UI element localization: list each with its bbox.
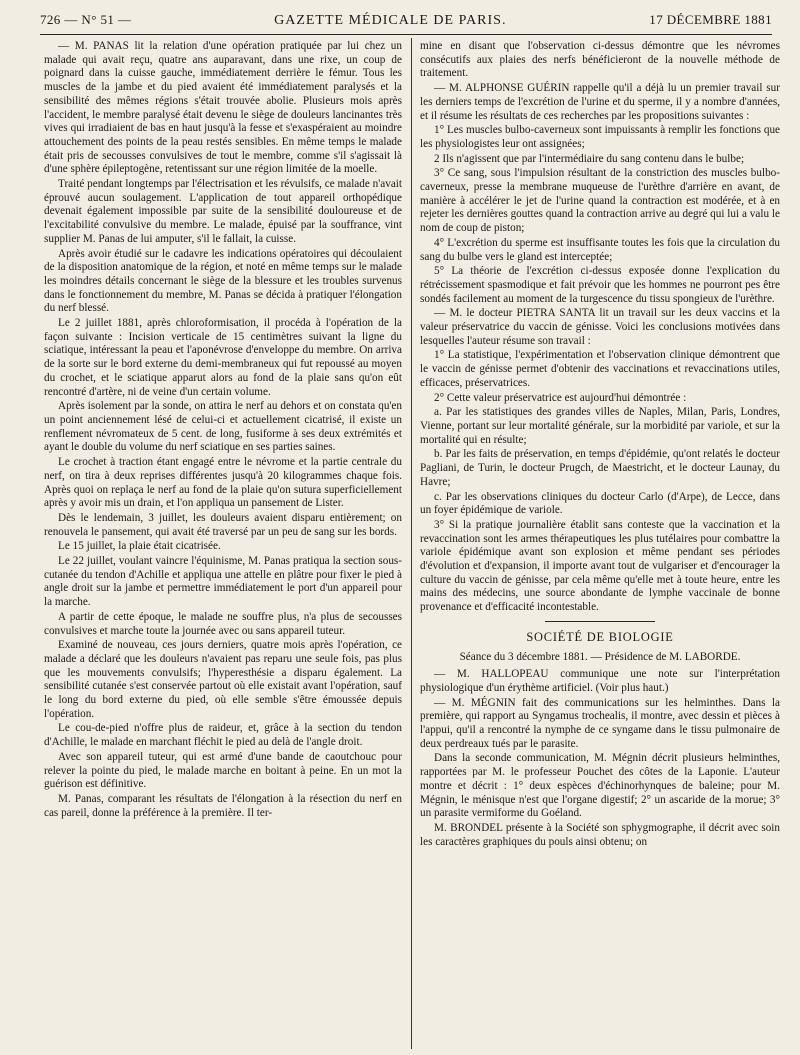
paragraph: Traité pendant longtemps par l'électrisation et les révulsifs, ce malade n'avait éprouvé aucun soulagement. L'application de tout appareil orthopédique devenait également impossible par suite de la sensibilité douloureuse et de l'excitabilité convulsive du membre. Le malade, épuisé par la souffrance, vint supplier M. Panas de lui amputer, s'il le fallait, la cuisse. bbox=[44, 178, 402, 245]
paragraph: Le 22 juillet, voulant vaincre l'équinisme, M. Panas pratiqua la section sous-cutanée du tendon d'Achille et appliqua une attelle en plâtre pour fixer le pied à angle droit sur la jambe et permettre immédiatement le port d'un appareil pour la marche. bbox=[44, 555, 402, 609]
page-number: 726 bbox=[40, 12, 61, 27]
paragraph: Avec son appareil tuteur, qui est armé d'une bande de caoutchouc pour relever la pointe du pied, le malade marche en boitant à peine. En un mot la guérison est définitive. bbox=[44, 750, 402, 791]
paragraph: Après avoir étudié sur le cadavre les indications opératoires qui découlaient de la disposition anatomique de la région, et noté en même temps sur le malade les moindres détails concernant le siège de la blessure et les troubles survenus dans le fonctionnement du membre, M. Panas se décida à pratiquer l'élongation du nerf blessé. bbox=[44, 247, 402, 315]
paragraph: b. Par les faits de préservation, en temps d'épidémie, qu'ont relatés le docteur Pagliani, de Turin, le docteur Prugch, de Maestricht, et le docteur Launay, du Havre; bbox=[420, 448, 780, 488]
paragraph: M. Panas, comparant les résultats de l'élongation à la résection du nerf en cas pareil, donne la préférence à la première. Il ter- bbox=[44, 792, 402, 819]
paragraph: Le 2 juillet 1881, après chloroformisation, il procéda à l'opération de la façon suivante : Incision verticale de 15 centimètres suivant la ligne du sciatique, intéressant la peau et l'aponévrose d'enveloppe du membre. On arriva de la sorte sur le bord externe du demi-membraneux qui fut repoussé au moyen du crochet, et le sciatique apparut alors au fond de la plaie sans qu'on eût rencontré d'artère, ni de veine d'un certain volume. bbox=[44, 317, 402, 398]
paragraph: 2 Ils n'agissent que par l'intermédiaire du sang contenu dans le bulbe; bbox=[434, 152, 745, 165]
paragraph: 4° L'excrétion du sperme est insuffisante toutes les fois que la circulation du sang du bulbe vers le gland est interceptée; bbox=[420, 236, 780, 263]
paragraph: Après isolement par la sonde, on attira le nerf au dehors et on constata qu'en un point anciennement lésé de celui-ci et actuellement cicatrisé, il existe un renflement névromateux de 5 cent. de long, fusiforme à ses deux extrémités et ayant le double du volume du nerf sciatique en ses parties saines. bbox=[44, 400, 402, 454]
column-divider bbox=[411, 38, 412, 1049]
right-column bbox=[420, 40, 780, 850]
header-rule bbox=[40, 34, 772, 35]
paragraph: Le 15 juillet, la plaie était cicatrisée. bbox=[58, 540, 221, 553]
paragraph: — M. HALLOPEAU communique une note sur l'interprétation physiologique d'un érythème artificiel. (Voir plus haut.) bbox=[420, 668, 780, 694]
paragraph: 2° Cette valeur préservatrice est aujourd'hui démontrée : bbox=[434, 391, 687, 404]
page-header bbox=[40, 12, 772, 34]
paragraph: Le cou-de-pied n'offre plus de raideur, et, grâce à la section du tendon d'Achille, le malade en marchant fléchit le pied au delà de l'angle droit. bbox=[44, 722, 402, 749]
paragraph: c. Par les observations cliniques du docteur Carlo (d'Arpe), de Lecce, dans un foyer épidémique de variole. bbox=[420, 490, 780, 517]
issue-date: 17 DÉCEMBRE 1881 bbox=[649, 12, 772, 27]
paragraph: — M. ALPHONSE GUÉRIN rappelle qu'il a déjà lu un premier travail sur les derniers temps de l'excrétion de l'urine et du sperme, il y a nombre d'années, et il résume les résultats de ces recherches par les propositions suivantes : bbox=[420, 82, 780, 122]
left-column bbox=[44, 40, 402, 821]
paragraph: Le crochet à traction étant engagé entre le névrome et la partie centrale du nerf, on tira à deux reprises différentes jusqu'à 20 kilogrammes chaque fois. Après quoi on replaça le nerf au fond de la plaie qu'on sutura superficiellement après y avoir mis un drain, et l'on appliqua un pansement de Lister. bbox=[44, 456, 402, 510]
paragraph: Dès le lendemain, 3 juillet, les douleurs avaient disparu entièrement; on renouvela le pansement, qui avait été traversé par un peu de sang sur les bords. bbox=[44, 511, 402, 538]
paragraph: — M. le docteur PIETRA SANTA lit un travail sur les deux vaccins et la valeur préservatrice du vaccin de génisse. Voici les conclusions motivées dans lesquelles l'auteur résume son travail : bbox=[420, 307, 780, 347]
page-number-issue bbox=[40, 12, 131, 28]
paragraph: 3° Si la pratique journalière établit sans conteste que la vaccination et la revaccination sont les armes thérapeutiques les plus tutélaires pour combattre la variole épidémique avant son explosion et même pendant ses périodes d'évolution et d'expansion, il importe avant tout de vulgariser et d'encourager la culture du vaccin de génisse, par cela même qu'elle met à toute heure, entre les mains des médecins, une source abondante de lymphe vaccinale de bonne provenance et d'efficacité incontestable. bbox=[420, 518, 780, 614]
session-line: Séance du 3 décembre 1881. — Présidence de M. LABORDE. bbox=[459, 650, 741, 663]
paragraph: Examiné de nouveau, ces jours derniers, quatre mois après l'opération, ce malade a déclaré que les douleurs n'avaient pas reparu une seule fois, pas plus que les mouvements convulsifs; l'hyperesthésie a disparu également. La sensibilité cutanée s'est conservée partout où elle existait avant l'opération, sauf le long du bord externe du pied, où elle semble s'être émoussée depuis l'opération. bbox=[44, 639, 402, 720]
paragraph: M. BRONDEL présente à la Société son sphygmographe, il décrit avec soin les caractères graphiques du pouls ainsi obtenu; on bbox=[420, 821, 780, 848]
paragraph: 5° La théorie de l'excrétion ci-dessus exposée donne l'explication du rétrécissement spasmodique et fait prévoir que les hommes ne pourront pes être sondés facilement au moment de la turgescence du tissu spongieux de l'urèthre. bbox=[420, 265, 780, 305]
section-title: SOCIÉTÉ DE BIOLOGIE bbox=[526, 629, 674, 644]
paragraph: 1° Les muscles bulbo-caverneux sont impuissants à remplir les fonctions que les physiologistes leur ont assignées; bbox=[420, 124, 780, 150]
paragraph: — M. MÉGNIN fait des communications sur les helminthes. Dans la première, qui rapport au Syngamus trochealis, il montre, avec dessin et pièces à l'appui, qu'il a rencontré la nymphe de ce syngame dans le tissu pulmonaire de deux perdreaux tués par le parasite. bbox=[420, 696, 780, 750]
issue-number: — N° 51 — bbox=[64, 12, 132, 27]
paragraph: mine en disant que l'observation ci-dessus démontre que les névromes consécutifs aux plaies des nerfs bénéficieront de la nouvelle méthode de traitement. bbox=[420, 40, 780, 80]
paragraph: 3° Ce sang, sous l'impulsion résultant de la constriction des muscles bulbo-caverneux, presse la membrane muqueuse de l'urèthre d'arrière en avant, de manière à accélérer le jet de l'urine quand la contraction est modérée, et à en rejeter les dernières gouttes quand la contraction arrive au degré qui lui a valu le nom de coup de piston; bbox=[420, 167, 780, 235]
paragraph: — M. PANAS lit la relation d'une opération pratiquée par lui chez un malade qui avait reçu, quatre ans auparavant, dans une rixe, un coup de poignard dans la cuisse gauche, immédiatement derrière le fémur. Tous les muscles de la jambe et du pied avaient été immédiatement paralysés et la sensibilité des mêmes régions s'était trouvée abolie. Plusieurs mois après l'accident, le membre paralysé était devenu le siège de douleurs lancinantes très vives qui irradiaient de bas en haut jusqu'à la fesse et s'exaspéraient au moindre attouchement des points de la peau restés sensibles. En même temps le malade était pris de secousses convulsives de tout le membre, comme s'il s'agissait là d'une sphère épileptogène, retentissant sur une région limitée de la moelle. bbox=[44, 40, 402, 176]
journal-title: GAZETTE MÉDICALE DE PARIS. bbox=[274, 13, 507, 28]
paragraph: A partir de cette époque, le malade ne souffre plus, n'a plus de secousses convulsives et marche toute la journée avec ou sans appareil tuteur. bbox=[44, 610, 402, 637]
paragraph: Dans la seconde communication, M. Mégnin décrit plusieurs helminthes, rapportées par M. le professeur Pouchet des côtes de la Laponie. L'auteur montre et décrit : 1° deux espèces d'échinorhynques de baleine; pour M. Mégnin, le ménisque n'est que l'organe digestif; 2° un ascaride de la morue; 3° un parasite vermiforme du Goéland. bbox=[420, 752, 780, 820]
paragraph: a. Par les statistiques des grandes villes de Naples, Milan, Paris, Londres, Vienne, portant sur leur mortalité générale, sur la morbidité par variole, et sur la mortalité qui en résulte; bbox=[420, 406, 780, 446]
paragraph: 1° La statistique, l'expérimentation et l'observation clinique démontrent que le vaccin de génisse permet d'obtenir des vaccinations et revaccinations utiles, efficaces, préservatrices. bbox=[420, 349, 780, 389]
section-rule bbox=[545, 621, 655, 622]
